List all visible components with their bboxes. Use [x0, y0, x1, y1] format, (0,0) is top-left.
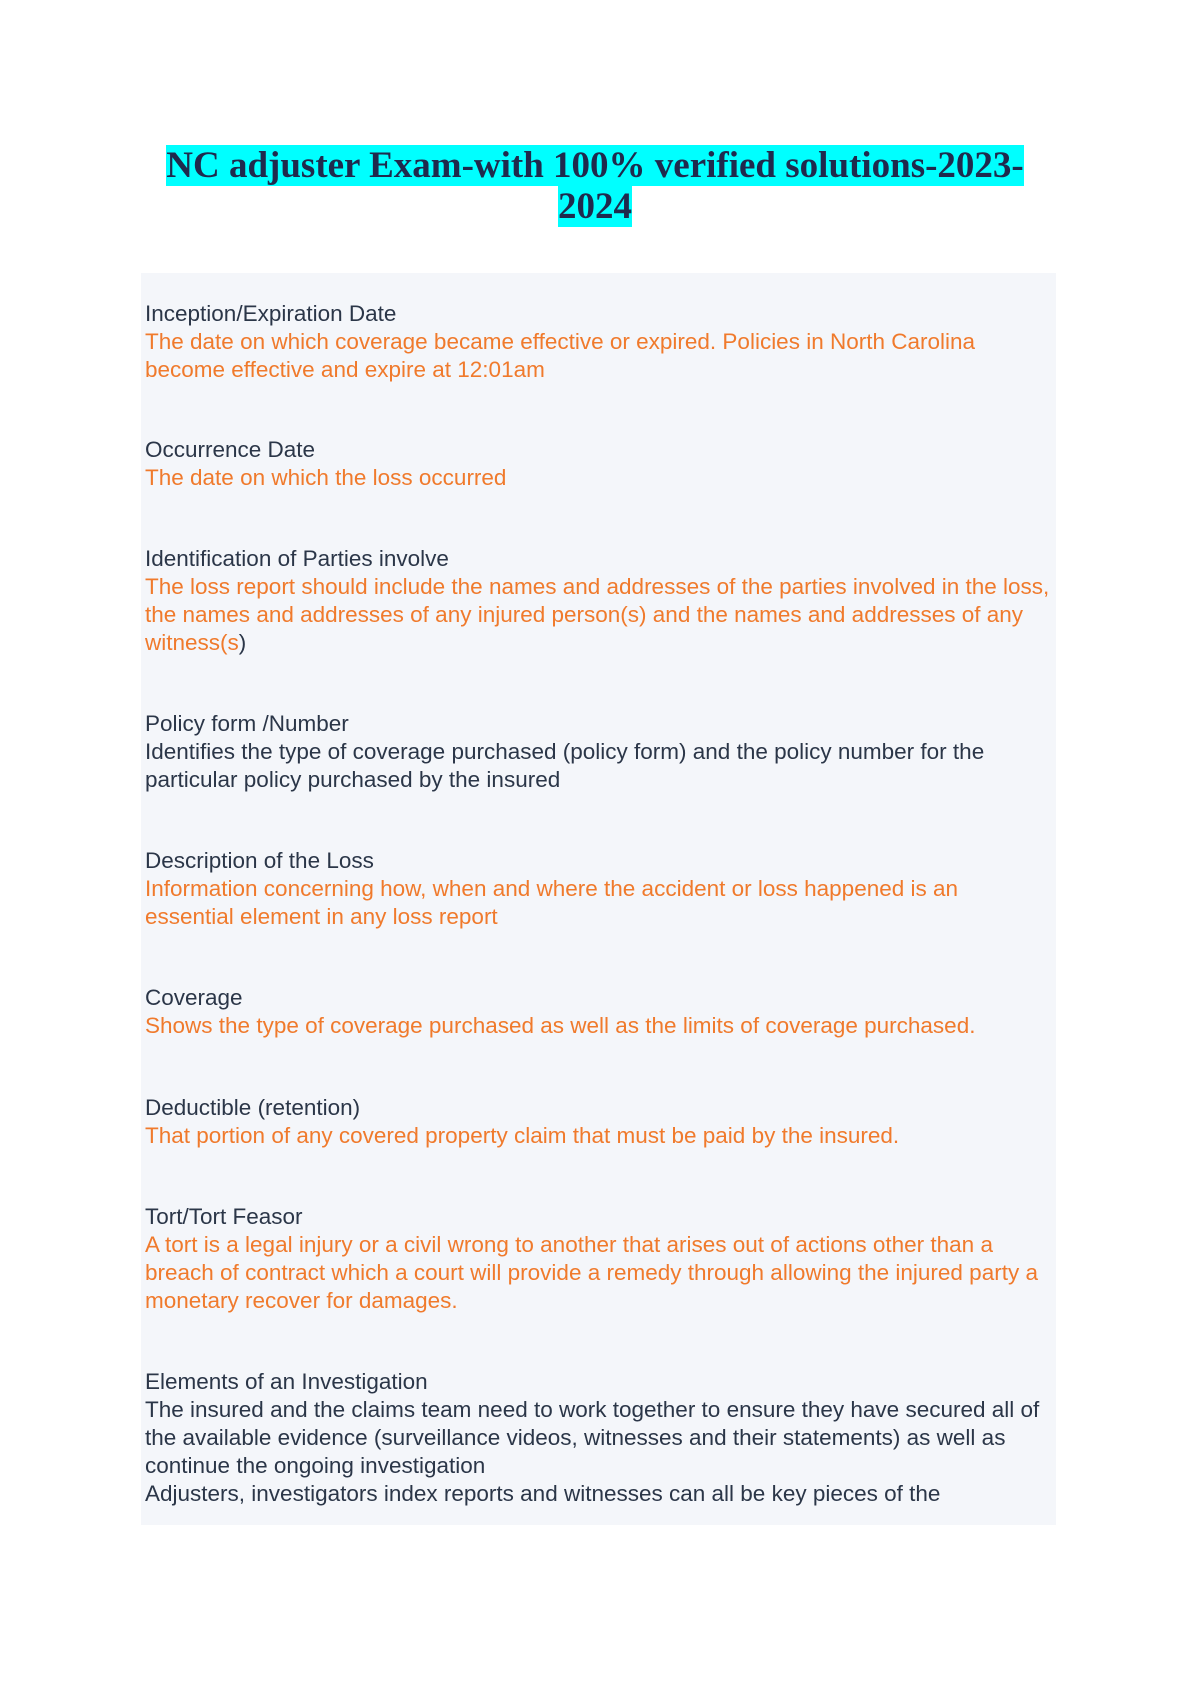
entry-elements-of-investigation — [145, 1368, 1050, 1508]
entry-term: Policy form /Number — [145, 711, 349, 736]
entry-definition: The date on which coverage became effective or expired. Policies in North Carolina become effective and expire at 12:01am — [145, 329, 976, 382]
entry-definition-tail: ) — [238, 630, 247, 655]
entry-deductible-retention — [145, 1094, 1050, 1150]
entry-term: Identification of Parties involve — [145, 546, 449, 571]
entry-term: Tort/Tort Feasor — [145, 1204, 303, 1229]
entry-term: Deductible (retention) — [145, 1095, 361, 1120]
title-line-2: 2024 — [558, 186, 632, 227]
entry-inception-expiration-date — [145, 300, 1050, 384]
entry-term: Occurrence Date — [145, 437, 316, 462]
page-title — [150, 145, 1040, 227]
entry-coverage — [145, 984, 1050, 1040]
entry-definition: Shows the type of coverage purchased as well as the limits of coverage purchased. — [145, 1013, 976, 1038]
entry-term: Coverage — [145, 985, 243, 1010]
entry-definition: Identifies the type of coverage purchased (policy form) and the policy number for the particular policy purchased by the insured — [145, 739, 985, 792]
flashcard-panel — [141, 273, 1056, 1525]
entry-description-of-loss — [145, 847, 1050, 931]
entry-occurrence-date — [145, 436, 1050, 492]
entry-term: Inception/Expiration Date — [145, 301, 397, 326]
entry-term: Description of the Loss — [145, 848, 374, 873]
entry-definition: Information concerning how, when and where the accident or loss happened is an essential element in any loss report — [145, 876, 959, 929]
entry-policy-form-number — [145, 710, 1050, 794]
entry-tort-tort-feasor — [145, 1203, 1050, 1315]
entry-definition-text: The loss report should include the names and addresses of the parties involved in the loss, the names and addresses of any injured person(s) and the names and addresses of any witness(s — [145, 574, 1050, 655]
entry-definition: The date on which the loss occurred — [145, 465, 507, 490]
title-line-1: NC adjuster Exam-with 100% verified solutions-2023- — [166, 145, 1024, 186]
entry-identification-of-parties — [145, 545, 1050, 657]
entry-definition: A tort is a legal injury or a civil wrong to another that arises out of actions other than a breach of contract which a court will provide a remedy through allowing the injured party a monetary recover for damages. — [145, 1232, 1038, 1313]
entry-definition — [145, 573, 1050, 657]
entry-definition: The insured and the claims team need to work together to ensure they have secured all of the available evidence (surveillance videos, witnesses and their statements) as well as continue the ongoing investigation — [145, 1397, 1040, 1478]
entry-definition: That portion of any covered property claim that must be paid by the insured. — [145, 1123, 900, 1148]
entry-term: Elements of an Investigation — [145, 1369, 428, 1394]
entry-definition-continued: Adjusters, investigators index reports and witnesses can all be key pieces of the — [145, 1481, 941, 1506]
